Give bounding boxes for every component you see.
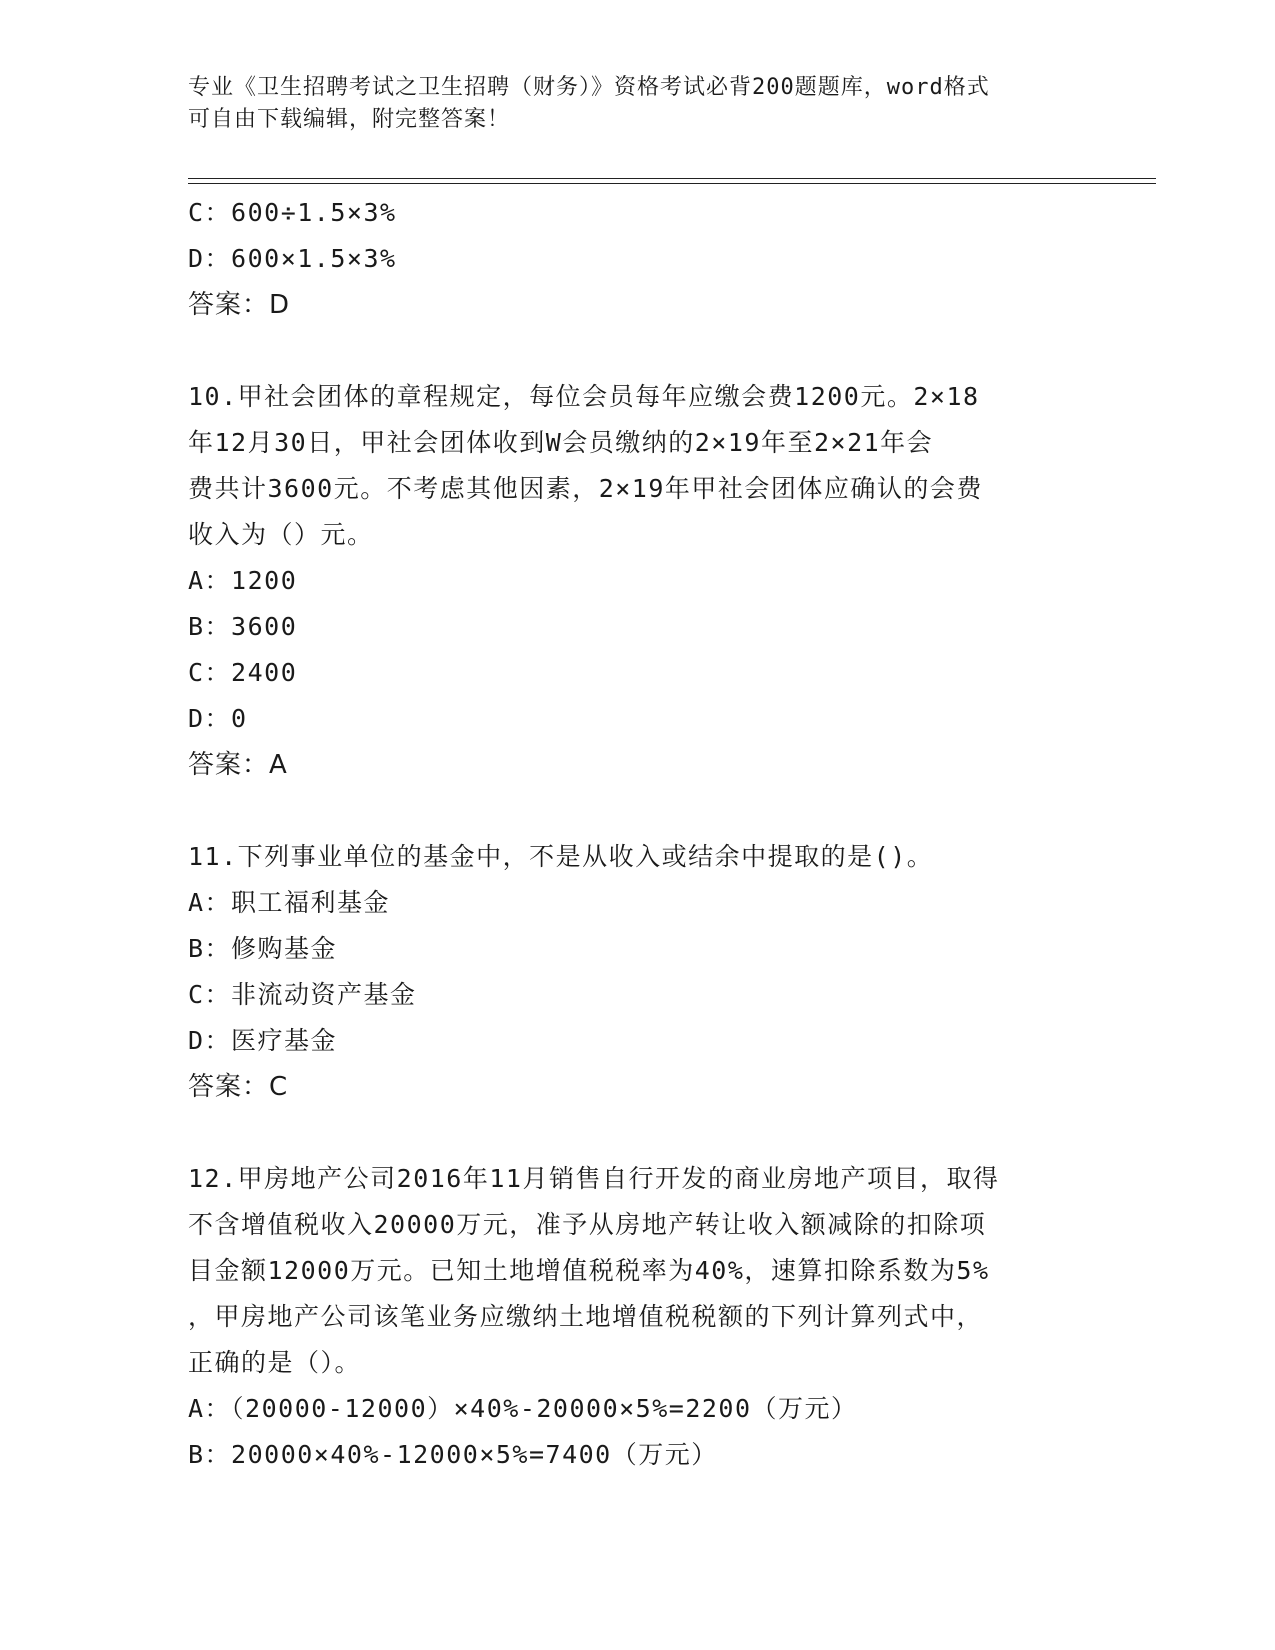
question-12 <box>188 1156 1088 1478</box>
answer: 答案：A <box>188 750 288 780</box>
question-stem: 年12月30日，甲社会团体收到W会员缴纳的2×19年至2×21年会 <box>188 428 934 457</box>
option-c: C：非流动资产基金 <box>188 980 417 1009</box>
question-10 <box>188 374 1088 788</box>
question-stem: 正确的是（）。 <box>188 1348 362 1377</box>
answer: 答案：C <box>188 1072 289 1102</box>
option-b: B：修购基金 <box>188 934 338 963</box>
option-d: D：0 <box>188 704 248 733</box>
question-stem: 收入为（）元。 <box>188 520 374 549</box>
question-stem: 不含增值税收入20000万元，准予从房地产转让收入额减除的扣除项 <box>188 1210 987 1239</box>
question-stem: ，甲房地产公司该笔业务应缴纳土地增值税税额的下列计算列式中， <box>188 1302 984 1331</box>
option-a: A：（20000-12000）×40%-20000×5%=2200（万元） <box>188 1394 858 1423</box>
question-list <box>188 190 1088 1478</box>
question-stem: 费共计3600元。不考虑其他因素，2×19年甲社会团体应确认的会费 <box>188 474 983 503</box>
answer: 答案：D <box>188 290 291 320</box>
question-stem: 11.下列事业单位的基金中，不是从收入或结余中提取的是()。 <box>188 842 934 871</box>
option-b: B：20000×40%-12000×5%=7400（万元） <box>188 1440 718 1469</box>
header-line-1: 专业《卫生招聘考试之卫生招聘（财务）》资格考试必背200题题库，word格式 <box>188 75 990 100</box>
question-stem: 目金额12000万元。已知土地增值税税率为40%，速算扣除系数为5% <box>188 1256 990 1285</box>
question-11 <box>188 834 1088 1110</box>
document-header <box>188 72 1068 136</box>
option-a: A：职工福利基金 <box>188 888 391 917</box>
header-rule-bottom <box>188 183 1156 184</box>
option-d: D：600×1.5×3% <box>188 244 397 273</box>
option-a: A：1200 <box>188 566 298 595</box>
option-d: D：医疗基金 <box>188 1026 338 1055</box>
question-stem: 10.甲社会团体的章程规定，每位会员每年应缴会费1200元。2×18 <box>188 382 980 411</box>
question-9 <box>188 190 1088 328</box>
option-b: B：3600 <box>188 612 298 641</box>
option-c: C：2400 <box>188 658 298 687</box>
header-rule-top <box>188 178 1156 179</box>
question-stem: 12.甲房地产公司2016年11月销售自行开发的商业房地产项目，取得 <box>188 1164 1000 1193</box>
header-line-2: 可自由下载编辑，附完整答案！ <box>188 107 511 132</box>
option-c: C：600÷1.5×3% <box>188 198 397 227</box>
